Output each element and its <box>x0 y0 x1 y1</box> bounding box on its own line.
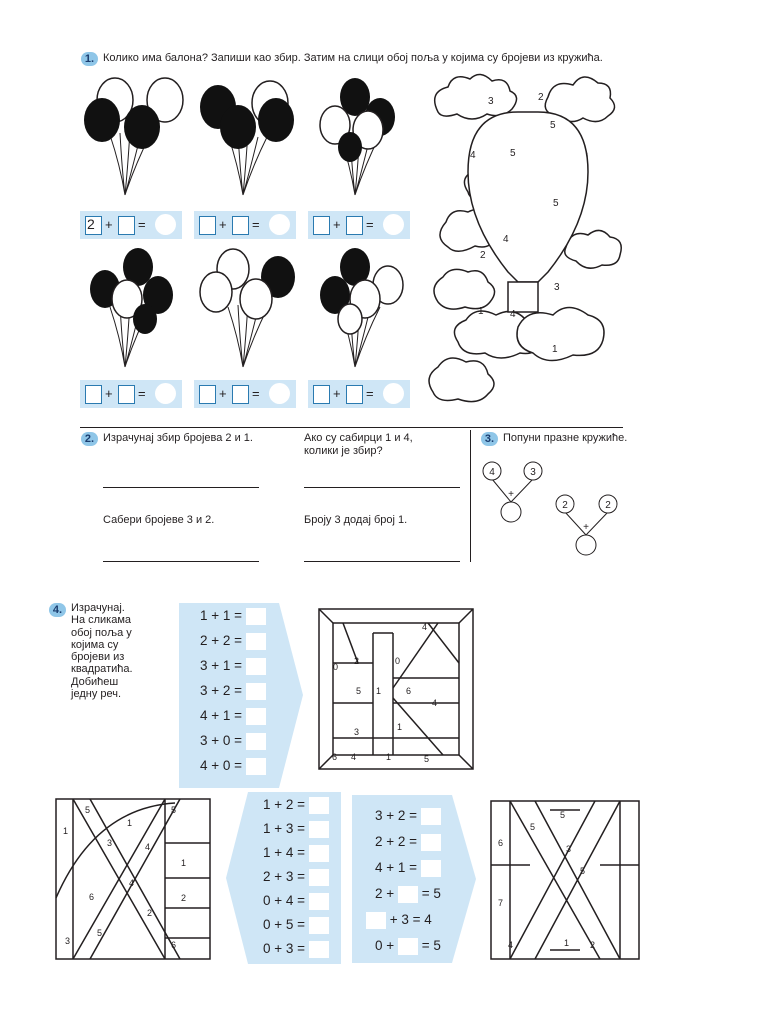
equation: 2 + 2 = <box>200 633 243 649</box>
region-number: 5 <box>97 928 103 938</box>
region-number: 4 <box>422 622 428 632</box>
task-number-badge: 4. <box>49 603 66 617</box>
answer-box[interactable] <box>309 917 329 934</box>
answer-box[interactable] <box>421 860 441 877</box>
region-number: 0 <box>395 656 401 666</box>
equation: 1 + 4 = <box>263 845 306 861</box>
equals-sign: = <box>366 217 374 232</box>
addend-value: 4 <box>489 467 495 478</box>
equals-sign: = <box>366 386 374 401</box>
equation: 3 + 1 = <box>200 658 243 674</box>
region-number: 6 <box>406 686 412 696</box>
region-number: 5 <box>530 822 536 832</box>
sum-circle[interactable] <box>383 383 404 404</box>
region-number: 3 <box>566 844 572 854</box>
region-number: 4 <box>503 234 509 245</box>
region-number: 4 <box>510 309 516 320</box>
region-number: 0 <box>333 662 339 672</box>
region-number: 2 <box>181 893 187 903</box>
region-number: 2 <box>354 656 360 666</box>
answer-line[interactable] <box>304 561 460 562</box>
region-number: 5 <box>510 148 516 159</box>
addend-box[interactable] <box>232 216 249 235</box>
column-divider <box>470 430 471 562</box>
answer-line[interactable] <box>304 487 460 488</box>
region-number: 1 <box>63 826 69 836</box>
addend-box[interactable] <box>313 385 330 404</box>
equation: 4 + 0 = <box>200 758 243 774</box>
region-number: 4 <box>432 698 438 708</box>
task-number-badge: 2. <box>81 432 98 446</box>
addend-box[interactable] <box>85 216 102 235</box>
balloon-bunch <box>200 249 295 367</box>
answer-box[interactable] <box>309 869 329 886</box>
equation: 2 + <box>375 886 395 902</box>
answer-box[interactable] <box>246 708 266 725</box>
equation: 2 + 3 = <box>263 869 306 885</box>
equation: 0 + 3 = <box>263 941 306 957</box>
sum-strip <box>80 380 182 408</box>
sum-circle[interactable] <box>269 214 290 235</box>
instruction-line: којима су <box>71 638 119 651</box>
plus-sign: + <box>333 217 341 232</box>
addend-value: 2 <box>87 216 95 232</box>
region-number: 1 <box>552 344 558 355</box>
region-number: 2 <box>480 250 486 261</box>
addend-box[interactable] <box>313 216 330 235</box>
addend-box[interactable] <box>232 385 249 404</box>
addend-value: 2 <box>562 500 568 511</box>
instruction-line: Израчунај. <box>71 602 125 614</box>
balloon-bunch <box>320 248 403 367</box>
region-number: 5 <box>356 686 362 696</box>
balloon-bunch <box>90 248 173 367</box>
plus-sign: + <box>105 217 113 232</box>
sum-circle[interactable] <box>155 214 176 235</box>
region-number: 7 <box>498 898 504 908</box>
answer-line[interactable] <box>103 487 259 488</box>
region-number: 1 <box>181 858 187 868</box>
plus-sign: + <box>583 522 589 533</box>
equation: 1 + 1 = <box>200 608 243 624</box>
task-instruction: Попуни празне кружиће. <box>503 432 628 444</box>
sum-strip <box>80 211 182 239</box>
equation: 4 + 1 = <box>200 708 243 724</box>
addend-box[interactable] <box>346 385 363 404</box>
equation: 2 + 2 = <box>375 834 418 850</box>
region-number: 2 <box>538 92 544 103</box>
section-divider <box>80 427 623 428</box>
answer-line[interactable] <box>103 561 259 562</box>
plus-sign: + <box>508 489 514 500</box>
equation: 3 + 2 = <box>375 808 418 824</box>
plus-sign: + <box>219 386 227 401</box>
answer-box[interactable] <box>398 886 418 903</box>
addend-box[interactable] <box>199 385 216 404</box>
hot-air-balloon-illustration <box>428 72 628 412</box>
answer-box[interactable] <box>246 633 266 650</box>
region-number: 6 <box>171 940 177 950</box>
equation: + 3 = 4 <box>389 912 432 928</box>
region-number: 1 <box>386 752 392 762</box>
addend-box[interactable] <box>118 216 135 235</box>
equation: 4 + 1 = <box>375 860 418 876</box>
equation: 0 + <box>375 938 395 954</box>
region-number: 5 <box>550 120 556 131</box>
instruction-line: бројеви из <box>71 651 125 664</box>
addition-trees <box>478 455 623 560</box>
question-text: колики је збир? <box>304 445 383 457</box>
balloon-bunch <box>84 78 183 195</box>
equals-sign: = <box>252 386 260 401</box>
answer-box[interactable] <box>309 893 329 910</box>
region-number: 3 <box>65 936 71 946</box>
region-number: 4 <box>129 878 135 888</box>
region-number: 4 <box>508 940 514 950</box>
answer-circle <box>501 502 521 522</box>
addend-box[interactable] <box>118 385 135 404</box>
answer-box[interactable] <box>421 808 441 825</box>
equation: 1 + 3 = <box>263 821 306 837</box>
sum-circle[interactable] <box>155 383 176 404</box>
region-number: 1 <box>127 818 133 828</box>
region-number: 1 <box>397 722 403 732</box>
addend-box[interactable] <box>85 385 102 404</box>
answer-box[interactable] <box>246 758 266 775</box>
equation: 3 + 2 = <box>200 683 243 699</box>
task-number-badge: 3. <box>481 432 498 446</box>
equation: 0 + 5 = <box>263 917 306 933</box>
region-number: 6 <box>89 892 95 902</box>
region-number: 6 <box>332 752 338 762</box>
instruction-line: квадратића. <box>71 663 133 676</box>
region-number: 1 <box>376 686 382 696</box>
instruction-line: обој поља у <box>71 626 132 639</box>
answer-box[interactable] <box>246 608 266 625</box>
equals-sign: = <box>138 217 146 232</box>
plus-sign: + <box>333 386 341 401</box>
sum-strip <box>308 380 410 408</box>
region-number: 5 <box>553 198 559 209</box>
coloring-grid-x-left <box>55 798 211 960</box>
region-number: 4 <box>470 150 476 161</box>
task-number-badge: 1. <box>81 52 98 66</box>
region-number: 5 <box>580 866 586 876</box>
sum-strip <box>308 211 410 239</box>
region-number: 3 <box>554 282 560 293</box>
addend-value: 2 <box>605 500 611 511</box>
region-number: 6 <box>498 838 504 848</box>
region-number: 2 <box>590 940 596 950</box>
answer-circle <box>576 535 596 555</box>
region-number: 3 <box>488 96 494 107</box>
answer-box[interactable] <box>309 797 329 814</box>
sum-strip <box>194 211 296 239</box>
addend-box[interactable] <box>346 216 363 235</box>
answer-box[interactable] <box>309 821 329 838</box>
equation: = 5 <box>421 886 441 902</box>
instruction-line: једну реч. <box>71 688 122 701</box>
addend-value: 3 <box>530 467 536 478</box>
equation: 1 + 2 = <box>263 797 306 813</box>
region-number: 1 <box>564 938 570 948</box>
coloring-grid-k <box>318 608 474 770</box>
equation: = 5 <box>421 938 441 954</box>
balloon-bunch <box>320 78 395 195</box>
question-text: Израчунај збир бројева 2 и 1. <box>103 432 253 444</box>
plus-sign: + <box>219 217 227 232</box>
task-instruction: Колико има балона? Запиши као збир. Затим на слици обој поља у којима су бројеви из кружића. <box>103 52 603 64</box>
region-number: 4 <box>145 842 151 852</box>
question-text: Сабери бројеве 3 и 2. <box>103 514 215 526</box>
equation: 3 + 0 = <box>200 733 243 749</box>
region-number: 4 <box>351 752 357 762</box>
region-number: 5 <box>560 810 566 820</box>
question-text: Ако су сабирци 1 и 4, <box>304 432 413 444</box>
answer-box[interactable] <box>246 658 266 675</box>
answer-box[interactable] <box>246 683 266 700</box>
instruction-line: Добићеш <box>71 675 119 688</box>
answer-box[interactable] <box>366 912 386 929</box>
region-number: 3 <box>107 838 113 848</box>
equals-sign: = <box>138 386 146 401</box>
region-number: 5 <box>424 754 430 764</box>
answer-box[interactable] <box>421 834 441 851</box>
answer-box[interactable] <box>398 938 418 955</box>
region-number: 5 <box>85 805 91 815</box>
region-number: 5 <box>171 805 177 815</box>
sum-strip <box>194 380 296 408</box>
plus-sign: + <box>105 386 113 401</box>
answer-box[interactable] <box>246 733 266 750</box>
instruction-line: На сликама <box>71 614 132 627</box>
equation: 0 + 4 = <box>263 893 306 909</box>
answer-box[interactable] <box>309 941 329 958</box>
addend-box[interactable] <box>199 216 216 235</box>
coloring-grid-x-right <box>490 800 640 960</box>
task-instruction <box>71 602 151 700</box>
balloon-bunch <box>200 81 294 195</box>
equals-sign: = <box>252 217 260 232</box>
answer-box[interactable] <box>309 845 329 862</box>
balloon-bunches-illustration <box>80 75 420 415</box>
sum-circle[interactable] <box>383 214 404 235</box>
region-number: 2 <box>147 908 153 918</box>
sum-circle[interactable] <box>269 383 290 404</box>
region-number: 1 <box>478 306 484 317</box>
region-number: 3 <box>354 727 360 737</box>
question-text: Броју 3 додај број 1. <box>304 514 408 526</box>
